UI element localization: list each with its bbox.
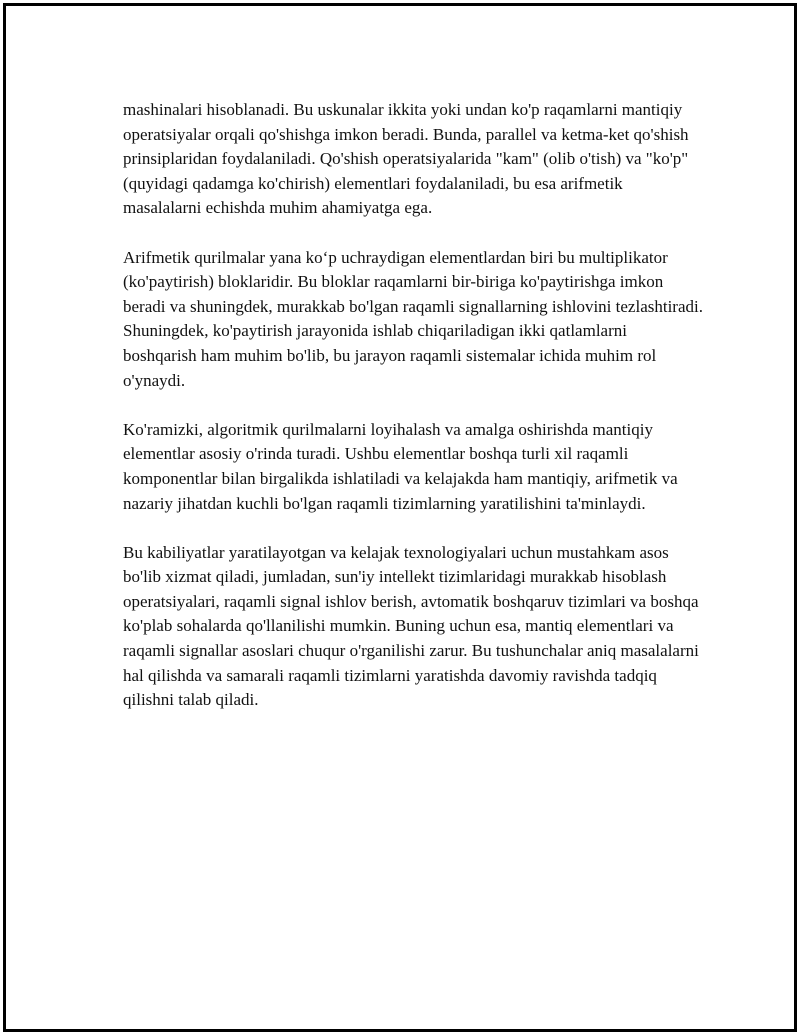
- paragraph-2: Arifmetik qurilmalar yana ko‘p uchraydigan elementlardan biri bu multiplikator (ko'paytirish) bloklaridir. Bu bloklar raqamlarni bir-biriga ko'paytirishga imkon beradi va shuningdek, murakkab bo'lgan raqamli signallarning ishlovini tezlashtiradi. Shuningdek, ko'paytirish jarayonida ishlab chiqariladigan ikki qatlamlarni boshqarish ham muhim bo'lib, bu jarayon raqamli sistemalar ichida muhim rol o'ynaydi.: [123, 247, 703, 390]
- document-body: [123, 98, 703, 737]
- paragraph-3: Ko'ramizki, algoritmik qurilmalarni loyihalash va amalga oshirishda mantiqiy elementlar asosiy o'rinda turadi. Ushbu elementlar boshqa turli xil raqamli komponentlar bilan birgalikda ishlatiladi va kelajakda ham mantiqiy, arifmetik va nazariy jihatdan kuchli bo'lgan raqamli tizimlarning yaratilishini ta'minlaydi.: [123, 419, 678, 513]
- paragraph-4: Bu kabiliyatlar yaratilayotgan va kelajak texnologiyalari uchun mustahkam asos bo'lib xizmat qiladi, jumladan, sun'iy intellekt tizimlaridagi murakkab hisoblash operatsiyalari, raqamli signal ishlov berish, avtomatik boshqaruv tizimlari va boshqa ko'plab sohalarda qo'llanilishi mumkin. Buning uchun esa, mantiq elementlari va raqamli signallar asoslari chuqur o'rganilishi zarur. Bu tushunchalar aniq masalalarni hal qilishda va samarali raqamli tizimlarni yaratishda davomiy ravishda tadqiq qilishni talab qiladi.: [123, 542, 699, 710]
- paragraph-1: mashinalari hisoblanadi. Bu uskunalar ikkita yoki undan ko'p raqamlarni mantiqiy operatsiyalar orqali qo'shishga imkon beradi. Bunda, parallel va ketma-ket qo'shish prinsiplaridan foydalaniladi. Qo'shish operatsiyalarida "kam" (olib o'tish) va "ko'p" (quyidagi qadamga ko'chirish) elementlari foydalaniladi, bu esa arifmetik masalalarni echishda muhim ahamiyatga ega.: [123, 100, 689, 218]
- page-frame: [3, 3, 797, 1032]
